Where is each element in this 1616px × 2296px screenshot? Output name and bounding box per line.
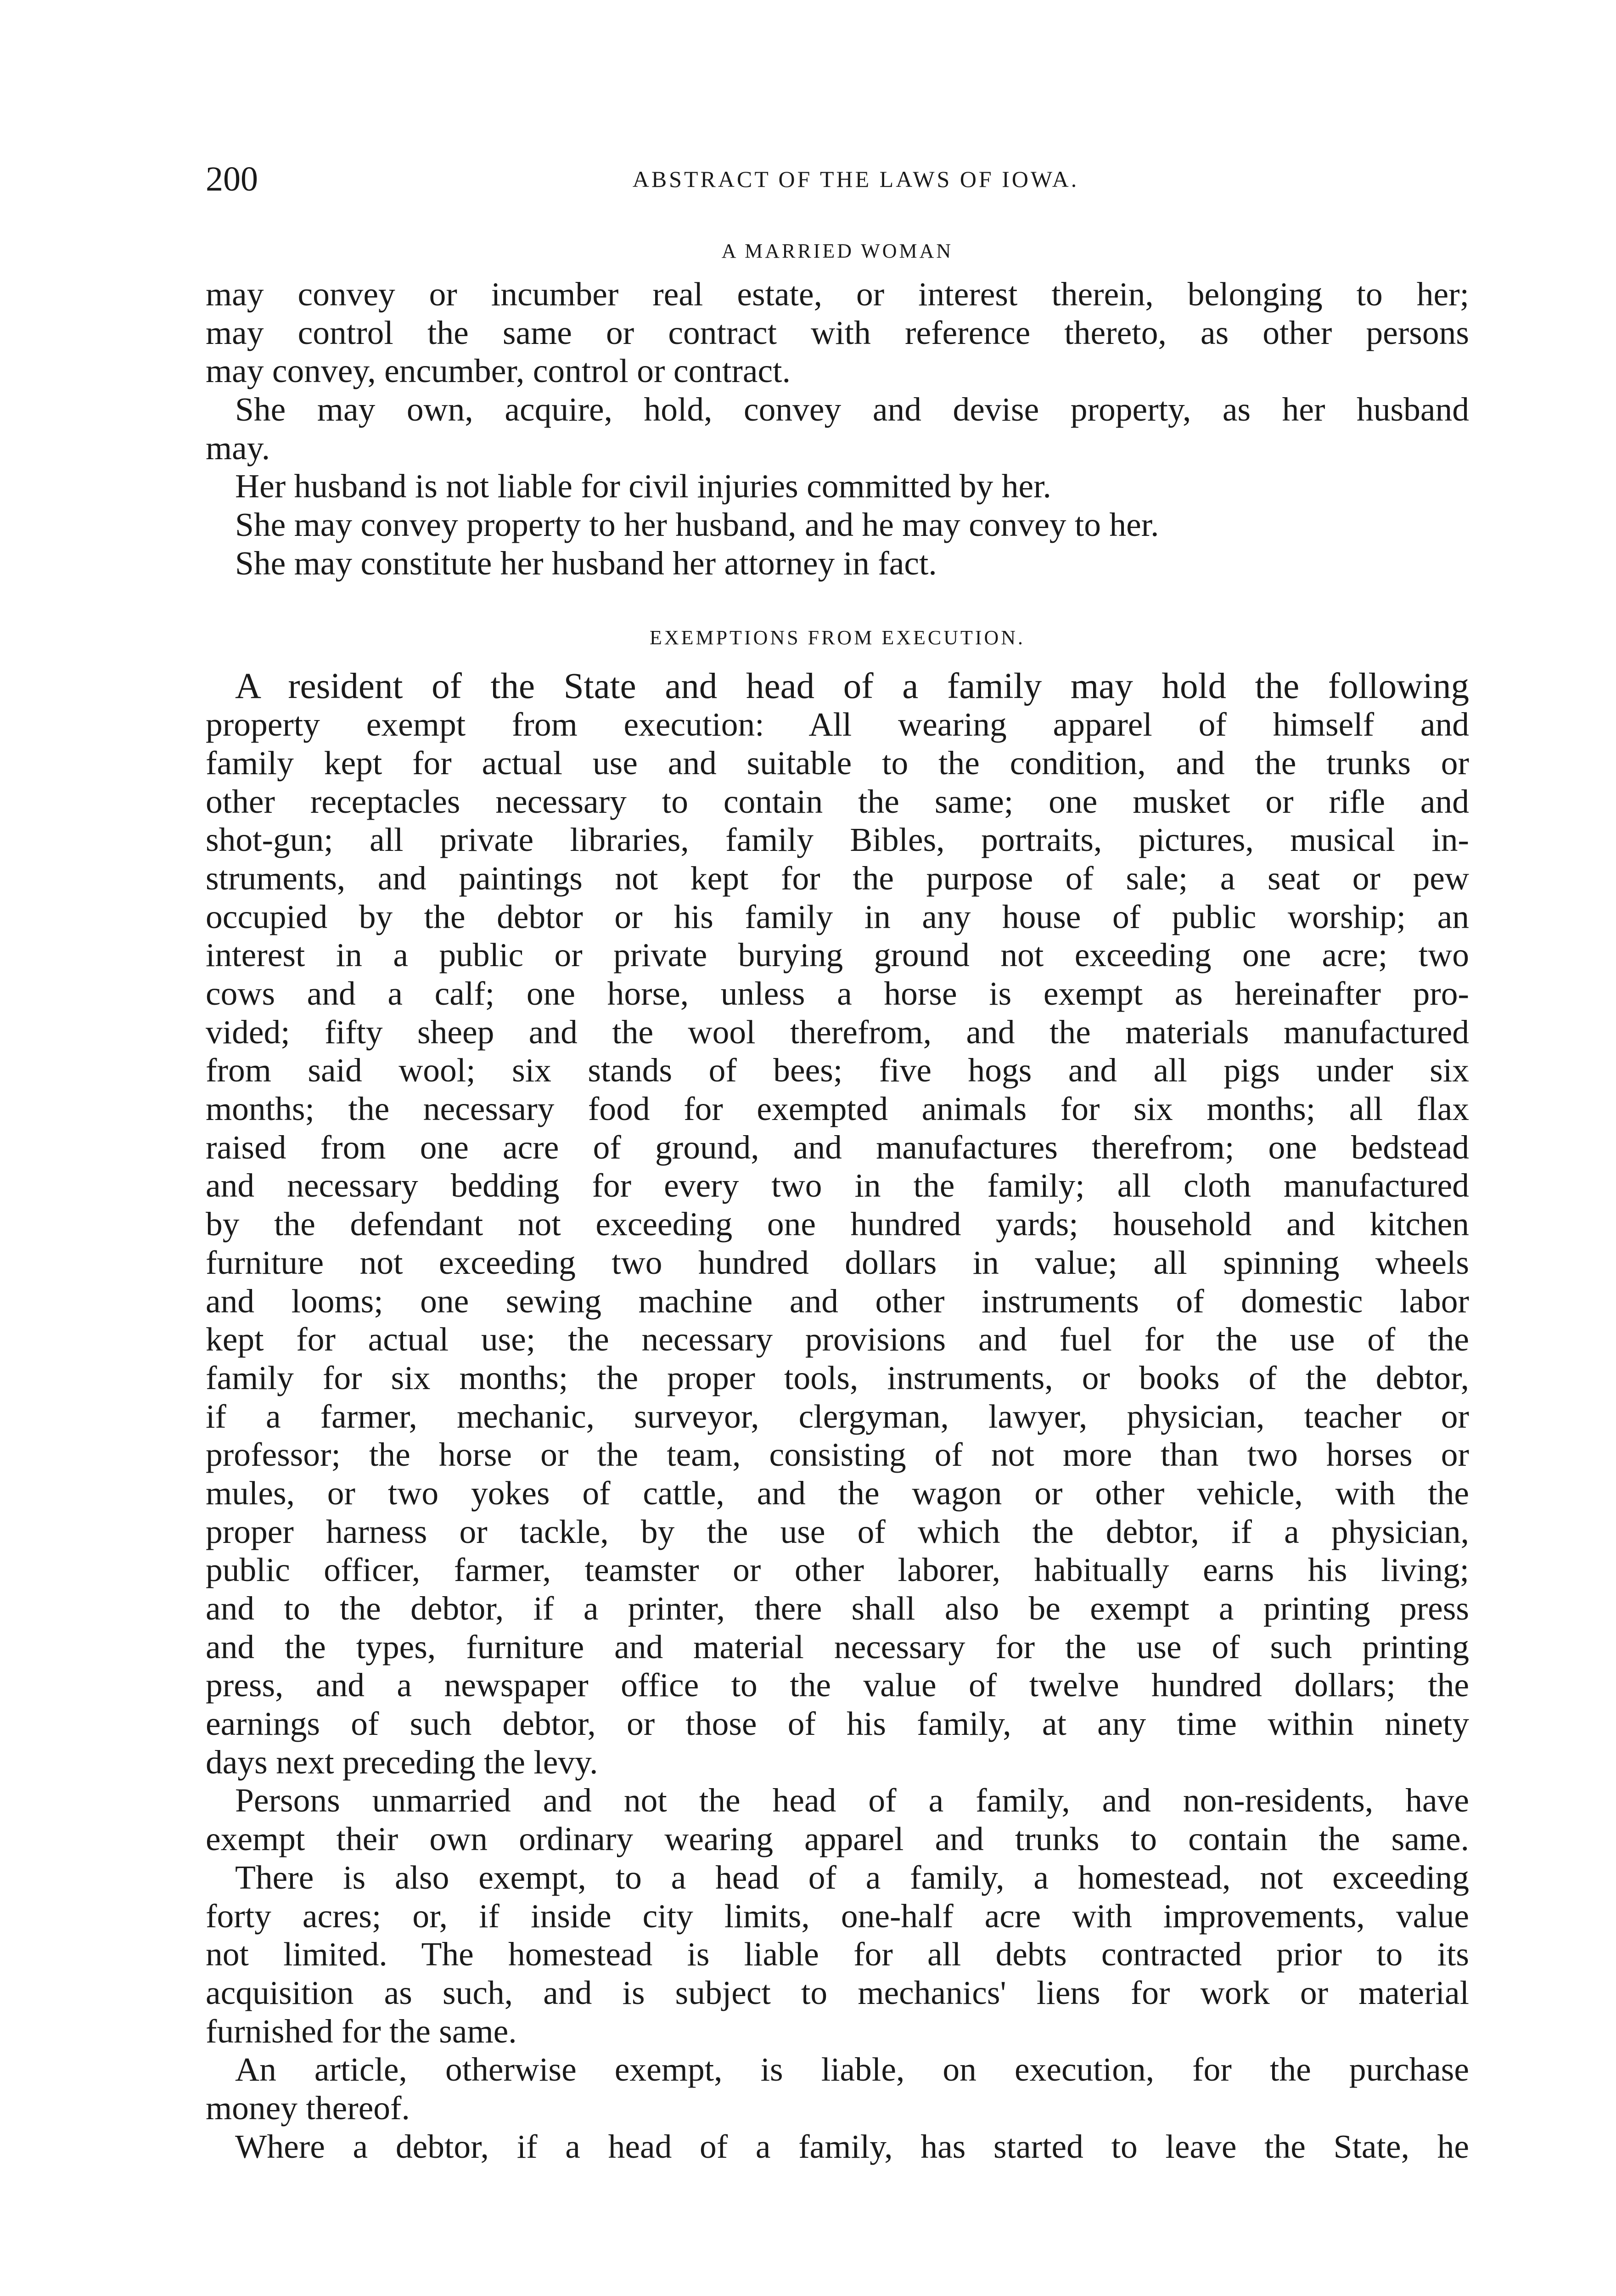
text-line: acquisition as such, and is subject to mechanics' liens for work or material — [206, 1974, 1469, 2011]
text-line: proper harness or tackle, by the use of which the debtor, if a physician, — [206, 1513, 1469, 1550]
text-line: exempt their own ordinary wearing apparel and trunks to contain the same. — [206, 1820, 1469, 1858]
text-line: kept for actual use; the necessary provisions and fuel for the use of the — [206, 1321, 1469, 1358]
text-line: other receptacles necessary to contain the same; one musket or rifle and — [206, 782, 1469, 820]
paragraph-first-line: Persons unmarried and not the head of a family, and non-residents, have — [235, 1782, 1469, 1819]
text-line: professor; the horse or the team, consisting of not more than two horses or — [206, 1436, 1469, 1474]
text-line: vided; fifty sheep and the wool therefrom, and the materials manufactured — [206, 1013, 1469, 1051]
paragraph-first-line: Her husband is not liable for civil injuries committed by her. — [235, 467, 1051, 505]
text-line: months; the necessary food for exempted animals for six months; all flax — [206, 1090, 1469, 1128]
section-body-married-woman — [206, 275, 1469, 583]
text-line: by the defendant not exceeding one hundred yards; household and kitchen — [206, 1205, 1469, 1243]
text-line: occupied by the debtor or his family in any house of public worship; an — [206, 898, 1469, 935]
text-line: may. — [206, 429, 270, 467]
section-heading-married-woman: A MARRIED WOMAN — [721, 240, 954, 262]
section-heading-exemptions: EXEMPTIONS FROM EXECUTION. — [649, 626, 1026, 649]
page-number: 200 — [206, 160, 258, 198]
text-line: money thereof. — [206, 2089, 410, 2127]
text-line: days next preceding the levy. — [206, 1743, 598, 1781]
text-line: struments, and paintings not kept for the purpose of sale; a seat or pew — [206, 859, 1469, 897]
text-line: from said wool; six stands of bees; five hogs and all pigs under six — [206, 1052, 1469, 1089]
text-line: raised from one acre of ground, and manufactures therefrom; one bedstead — [206, 1128, 1469, 1166]
text-line: property exempt from execution: All wearing apparel of himself and — [206, 706, 1469, 743]
text-line: and the types, furniture and material necessary for the use of such printing — [206, 1628, 1469, 1666]
section-body-exemptions — [206, 667, 1469, 2166]
text-line: press, and a newspaper office to the value of twelve hundred dollars; the — [206, 1666, 1469, 1704]
paragraph-first-line: An article, otherwise exempt, is liable, on execution, for the purchase — [235, 2051, 1469, 2088]
text-line: and necessary bedding for every two in the family; all cloth manufactured — [206, 1167, 1469, 1204]
text-line: mules, or two yokes of cattle, and the wagon or other vehicle, with the — [206, 1474, 1469, 1512]
text-line: may convey or incumber real estate, or interest therein, belonging to her; — [206, 276, 1469, 313]
running-head — [206, 154, 1469, 204]
text-block — [206, 232, 1469, 2166]
text-line: furnished for the same. — [206, 2012, 517, 2050]
text-line: earnings of such debtor, or those of his family, at any time within ninety — [206, 1705, 1469, 1743]
text-line: furniture not exceeding two hundred dollars in value; all spinning wheels — [206, 1244, 1469, 1281]
text-line: not limited. The homestead is liable for all debts contracted prior to its — [206, 1936, 1469, 1973]
text-line: if a farmer, mechanic, surveyor, clergyman, lawyer, physician, teacher or — [206, 1397, 1469, 1435]
text-line: forty acres; or, if inside city limits, one-half acre with improvements, value — [206, 1897, 1469, 1935]
text-line: and looms; one sewing machine and other instruments of domestic labor — [206, 1282, 1469, 1320]
text-line: interest in a public or private burying ground not exceeding one acre; two — [206, 936, 1469, 974]
running-title: ABSTRACT OF THE LAWS OF IOWA. — [632, 166, 1079, 192]
text-line: family for six months; the proper tools, instruments, or books of the debtor, — [206, 1359, 1469, 1396]
text-line: may convey, encumber, control or contract. — [206, 352, 791, 390]
paragraph-first-line: She may own, acquire, hold, convey and devise property, as her husband — [235, 391, 1469, 428]
paragraph-first-line: She may constitute her husband her attorney in fact. — [235, 544, 937, 582]
text-line: may control the same or contract with reference thereto, as other persons — [206, 314, 1469, 351]
text-line: cows and a calf; one horse, unless a horse is exempt as hereinafter pro- — [206, 975, 1469, 1012]
paragraph-first-line: Where a debtor, if a head of a family, has started to leave the State, he — [235, 2127, 1469, 2165]
paragraph-first-line: She may convey property to her husband, and he may convey to her. — [235, 506, 1159, 544]
paragraph-first-line: There is also exempt, to a head of a family, a homestead, not exceeding — [235, 1858, 1469, 1896]
text-line: public officer, farmer, teamster or other laborer, habitually earns his living; — [206, 1551, 1469, 1589]
text-line: family kept for actual use and suitable to the condition, and the trunks or — [206, 744, 1469, 782]
text-line: shot-gun; all private libraries, family Bibles, portraits, pictures, musical in- — [206, 821, 1469, 859]
text-line: and to the debtor, if a printer, there shall also be exempt a printing press — [206, 1590, 1469, 1627]
paragraph-first-line: A resident of the State and head of a family may hold the following — [235, 666, 1469, 706]
